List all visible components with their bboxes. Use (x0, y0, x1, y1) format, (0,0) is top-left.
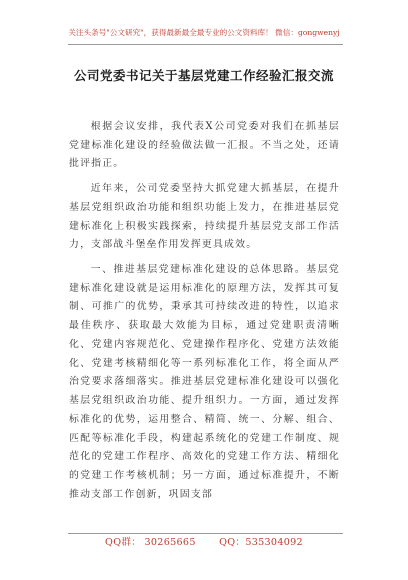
footer-contact (0, 534, 408, 548)
header-promo-note: 关注头条号"公文研究"，获得最新最全最专业的公文资料库！ 微信：gongwenyj (68, 28, 340, 37)
footer-qq-group: QQ群： 30265665 (105, 537, 196, 548)
paragraph-section-one: 一、推进基层党建标准化建设的总体思路。基层党建标准化建设就是运用标准化的原理方法，发挥其可复制、可推广的优势，秉承其可持续改进的特性，以追求最佳秩序、获取最大效能为目标，通过党建职责清晰化、党建内容规范化、党建操作程序化、党建方法效能化、党建考核精细化等一系列标准化工作，将全面从严治党要求落细落实。推进基层党建标准化建设可以强化基层党组织政治功能、提升组织力。一方面，通过发挥标准化的优势，运用整合、精简、统一、分解、组合、匹配等标准化手段，构建起系统化的党建工作制度、规范化的党建工作程序、高效化的党建工作方法、精细化的党建工作考核机制；另一方面，通过标准提升，不断推动支部工作创新，巩固支部 (69, 264, 340, 500)
footer-qq-number: QQ：535304092 (219, 537, 303, 548)
document-title: 公司党委书记关于基层党建工作经验汇报交流 (73, 68, 334, 83)
header-divider (68, 44, 343, 45)
document-body (69, 118, 340, 504)
paragraph-overview: 近年来，公司党委坚持大抓党建大抓基层，在提升基层党组织政治功能和组织功能上发力，在推进基层党建标准化上积极实践探索，持续提升基层党支部工作活力，支部战斗堡垒作用发挥更具成效。 (69, 183, 340, 251)
paragraph-intro: 根据会议安排，我代表X公司党委对我们在抓基层党建标准化建设的经验做法做一汇报。不当之处，还请批评指正。 (69, 121, 340, 170)
